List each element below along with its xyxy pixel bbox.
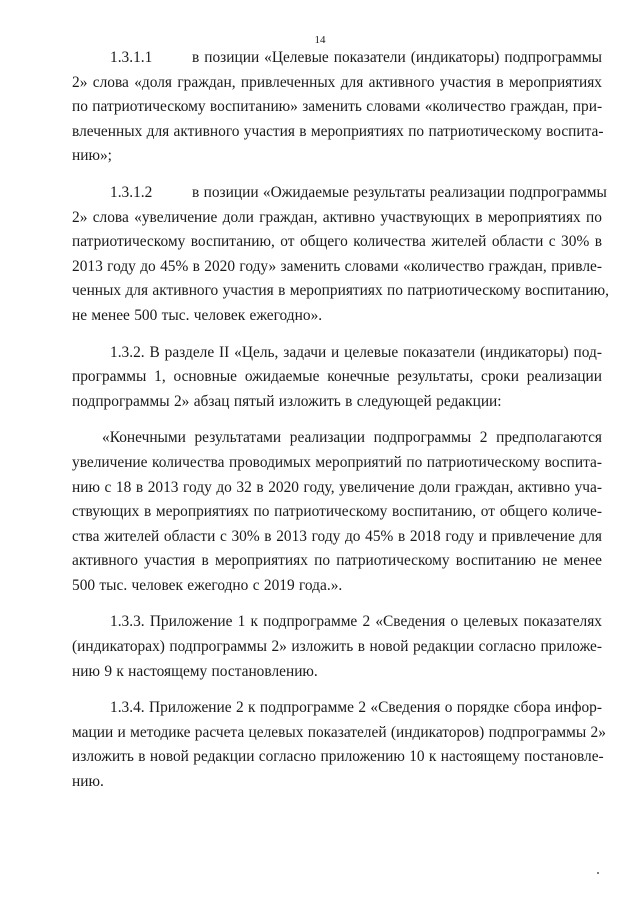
text-line: влеченных для активного участия в мероприятиях по патриотическому воспита-: [72, 122, 604, 140]
text-line: нию.: [72, 773, 104, 791]
text-line: нию 9 к настоящему постановлению.: [72, 662, 318, 680]
text-line: подпрограммы 2» абзац пятый изложить в следующей редакции:: [72, 392, 502, 410]
paragraph-1-3-1-1: [72, 46, 602, 169]
paragraph-label: 1.3.1.2: [110, 183, 153, 201]
page-number: 14: [314, 34, 326, 46]
text-line: мации и методике расчета целевых показателей (индикаторов) подпрограммы 2»: [72, 723, 606, 741]
text-line: 2» слова «увеличение доли граждан, активно участвующих в мероприятиях по: [72, 208, 602, 226]
text-line: активного участия в мероприятиях по патриотическому воспитанию не менее: [72, 552, 602, 570]
text-line: не менее 500 тыс. человек ежегодно».: [72, 306, 323, 324]
text-line: 1.3.3. Приложение 1 к подпрограмме 2 «Сведения о целевых показателях: [110, 613, 602, 631]
text-line: ствующих в мероприятиях по патриотическому воспитанию, от общего количе-: [72, 503, 602, 521]
text-line: патриотическому воспитанию, от общего количества жителей области с 30% в: [72, 233, 602, 251]
text-line: ченных для активного участия в мероприятиях по патриотическому воспитанию,: [72, 282, 610, 300]
text-line: увеличение количества проводимых мероприятий по патриотическому воспита-: [72, 453, 602, 471]
document-body: [72, 46, 610, 807]
text-line: 2013 году до 45% в 2020 году» заменить словами «количество граждан, привле-: [72, 257, 602, 275]
text-line: программы 1, основные ожидаемые конечные результаты, сроки реализации: [72, 368, 602, 386]
text-line: 1.3.4. Приложение 2 к подпрограмме 2 «Сведения о порядке сбора инфор-: [110, 699, 602, 717]
paragraph-label: 1.3.1.1: [110, 49, 153, 66]
text-line: в позиции «Целевые показатели (индикаторы) подпрограммы: [192, 49, 602, 66]
scan-speck: [597, 872, 599, 874]
text-line: по патриотическому воспитанию» заменить словами «количество граждан, при-: [72, 98, 603, 116]
paragraph-1-3-4: [72, 696, 606, 794]
paragraph-1-3-3: [72, 610, 602, 684]
paragraph-1-3-1-2: [72, 181, 610, 329]
text-line: в позиции «Ожидаемые результаты реализации подпрограммы: [192, 183, 607, 201]
text-line: 500 тыс. человек ежегодно с 2019 года.».: [72, 576, 343, 594]
text-line: изложить в новой редакции согласно приложению 10 к настоящему постановле-: [72, 748, 604, 766]
text-line: нию с 18 в 2013 году до 32 в 2020 году, увеличение доли граждан, активно уча-: [72, 478, 602, 496]
text-line: 2» слова «доля граждан, привлеченных для активного участия в мероприятиях: [72, 73, 602, 91]
text-line: ства жителей области с 30% в 2013 году до 45% в 2018 году и привлечение для: [72, 527, 602, 545]
paragraph-quoted-results: [72, 426, 602, 598]
text-line: «Конечными результатами реализации подпрограммы 2 предполагаются: [102, 429, 602, 447]
paragraph-1-3-2: [72, 341, 602, 415]
text-line: нию»;: [72, 147, 112, 165]
text-line: 1.3.2. В разделе II «Цель, задачи и целевые показатели (индикаторы) под-: [110, 343, 602, 361]
text-line: (индикаторах) подпрограммы 2» изложить в новой редакции согласно приложе-: [72, 638, 602, 656]
